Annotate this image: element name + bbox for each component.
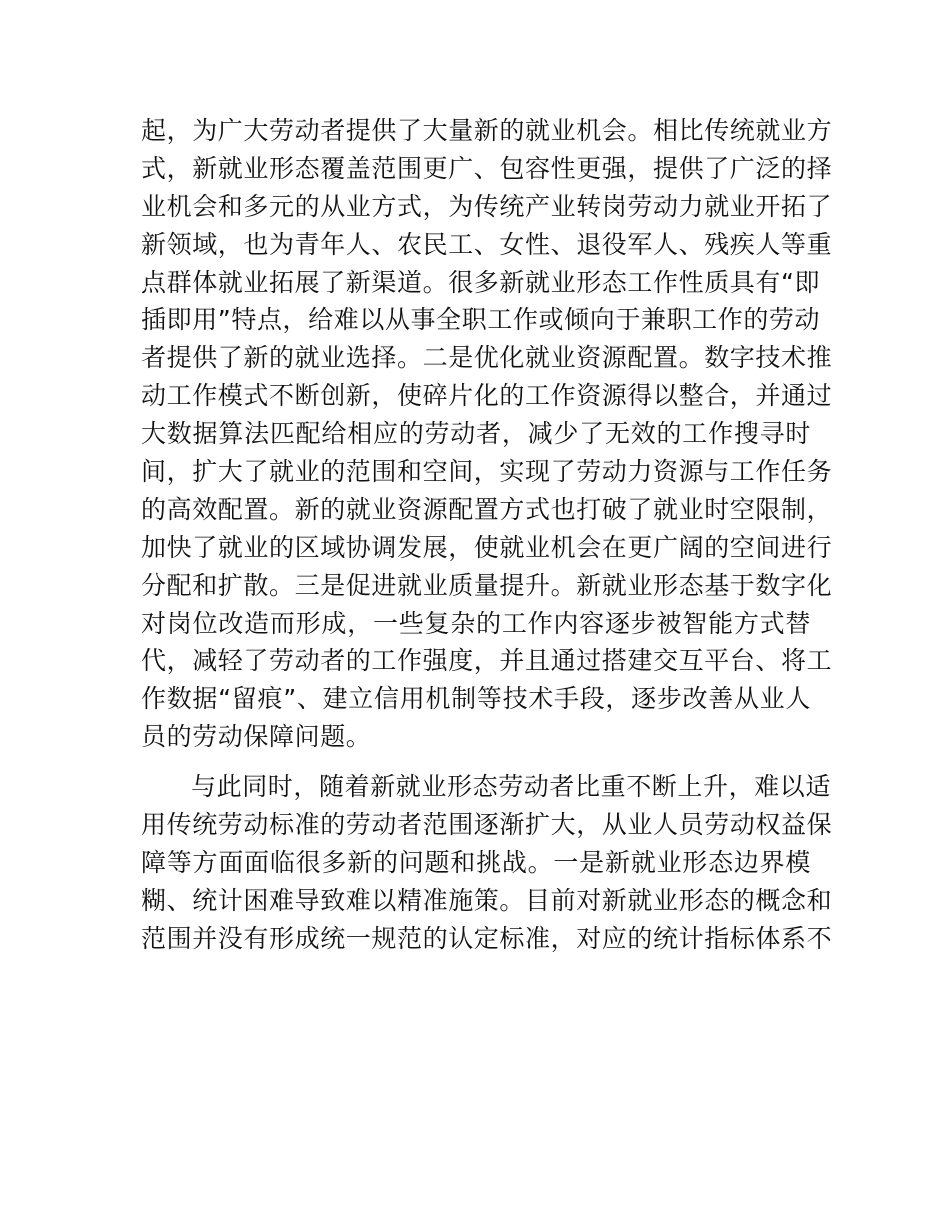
text-line: 糊、统计困难导致难以精准施策。目前对新就业形态的概念和 [141, 885, 833, 915]
text-line: 插即用”特点，给难以从事全职工作或倾向于兼职工作的劳动 [141, 305, 821, 335]
text-line: 的高效配置。新的就业资源配置方式也打破了就业时空限制， [141, 494, 833, 524]
text-line: 分配和扩散。三是促进就业质量提升。新就业形态基于数字化 [141, 570, 833, 600]
text-line: 式，新就业形态覆盖范围更广、包容性更强，提供了广泛的择 [141, 153, 833, 183]
paragraph-1 [141, 112, 833, 756]
paragraph-spacer [141, 756, 811, 768]
text-line: 代，减轻了劳动者的工作强度，并且通过搭建交互平台、将工 [141, 646, 833, 676]
text-line: 点群体就业拓展了新渠道。很多新就业形态工作性质具有“即 [141, 267, 821, 297]
text-line: 业机会和多元的从业方式，为传统产业转岗劳动力就业开拓了 [141, 191, 833, 221]
text-line: 员的劳动保障问题。 [141, 722, 372, 752]
text-line: 加快了就业的区域协调发展，使就业机会在更广阔的空间进行 [141, 532, 833, 562]
text-line: 动工作模式不断创新，使碎片化的工作资源得以整合，并通过 [141, 381, 833, 411]
text-line: 障等方面面临很多新的问题和挑战。一是新就业形态边界模 [141, 847, 811, 877]
text-line: 大数据算法匹配给相应的劳动者，减少了无效的工作搜寻时 [141, 419, 811, 449]
paragraph-2 [141, 768, 833, 957]
text-line: 间，扩大了就业的范围和空间，实现了劳动力资源与工作任务 [141, 457, 833, 487]
text-line: 起，为广大劳动者提供了大量新的就业机会。相比传统就业方 [141, 116, 833, 145]
text-line: 者提供了新的就业选择。二是优化就业资源配置。数字技术推 [141, 343, 833, 373]
text-line: 与此同时，随着新就业形态劳动者比重不断上升，难以适 [191, 772, 832, 802]
text-line: 范围并没有形成统一规范的认定标准，对应的统计指标体系不 [141, 923, 833, 953]
text-line: 新领域，也为青年人、农民工、女性、退役军人、残疾人等重 [141, 229, 833, 259]
text-line: 用传统劳动标准的劳动者范围逐渐扩大，从业人员劳动权益保 [141, 810, 833, 840]
document-body [141, 112, 833, 958]
text-line: 对岗位改造而形成，一些复杂的工作内容逐步被智能方式替 [141, 608, 811, 638]
text-line: 作数据“留痕”、建立信用机制等技术手段，逐步改善从业人 [141, 684, 811, 714]
